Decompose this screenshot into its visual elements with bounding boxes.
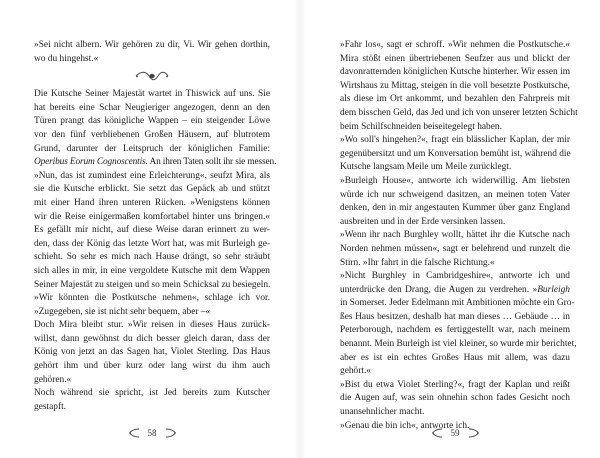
folio-ornament-left-icon xyxy=(127,428,141,438)
text-line: gehört.« xyxy=(340,366,371,377)
text-line: Seiner Majestät zu steigen und so mein Schicksal zu besiegeln. xyxy=(34,279,271,290)
text-line: Doch Mira bleibt stur. »Wir reisen in dieses Haus zurück- xyxy=(34,320,270,331)
text-line: dem bisschen Geld, das Jed und ich von unserer letzten Schicht xyxy=(340,107,578,118)
text-line: gestapft. xyxy=(34,401,67,412)
text-line: Stirn. »Ihr fahrt in die falsche Richtung.« xyxy=(340,257,495,268)
folio-ornament-left-icon xyxy=(430,428,444,438)
page-number: 58 xyxy=(147,428,157,438)
text-line: unterdrücke den Drang, die Augen zu verdrehen. »Burleigh xyxy=(340,284,570,295)
text-line: schieht. So sehr es mich nach Hause drängt, so sehr sträubt xyxy=(34,252,270,263)
text-line: Mira stößt einen übertriebenen Seufzer aus und blickt der xyxy=(340,53,570,64)
folio-ornament-right-icon xyxy=(467,428,481,438)
text-line: König von jetzt an das Sagen hat, Violet Sterling. Das Haus xyxy=(34,347,270,358)
text-line: beim Schilfschneiden beiseitegelegt haben. xyxy=(340,121,502,132)
text-line: in Somerset. Jeder Edelmann mit Ambitionen möchte ein Gro- xyxy=(340,298,575,309)
text-line: Noch während sie spricht, ist Jed bereits zum Kutscher xyxy=(34,388,270,399)
text-line: Kutsche langsam Meile um Meile zurücklegt. xyxy=(340,162,512,173)
text-line: den, dass der König das letzte Wort hat, was mit Burleigh ge- xyxy=(34,238,270,249)
folio-ornament-right-icon xyxy=(164,428,178,438)
text-line: willst, dann gewöhnst du dich besser gleich daran, dass der xyxy=(34,333,270,344)
text-line: »Fahr los«, sagt er schroff. »Wir nehmen die Postkutsche.« xyxy=(340,40,570,50)
text-line: denken, den in mir angestauten Kummer über ganz England xyxy=(340,203,570,214)
section-break-ornament-icon xyxy=(34,68,270,84)
text-line: »Sei nicht albern. Wir gehören zu dir, Vi. Wir gehen dorthin, xyxy=(34,40,270,50)
text-line: ßes Haus besitzen, deshalb hat man dieses … Gebäude … in xyxy=(340,311,570,322)
text-line: Es gefällt mir nicht, auf diese Weise daran erinnert zu wer- xyxy=(34,225,270,236)
text-line: mit einer Hand ihren unteren Rücken. »Wenigstens können xyxy=(34,197,270,208)
text-line: Grund, darunter der Leitspruch der königlichen Familie: xyxy=(34,143,270,154)
text-line: die Augen auf, was sein ohnehin schon fades Gesicht noch xyxy=(340,393,570,404)
text-line: vor den fünf verbliebenen Großen Häusern, auf blutrotem xyxy=(34,129,270,140)
text-line: gehören.« xyxy=(34,374,72,385)
text-line: Wirtshaus zu Mittag, steigen in die voll besetzte Postkutsche, xyxy=(340,80,570,91)
text-line: Peterborough, nachdem es fertiggestellt war, nach meinem xyxy=(340,325,570,336)
text-line: als diese im Ort ankommt, und bezahlen den Fahrpreis mit xyxy=(340,94,570,105)
text-line: würde ich nur schweigend dasitzen, an meinen toten Vater xyxy=(340,189,570,200)
text-line: gehört ihm und über kurz oder lang wirst du ihm auch xyxy=(34,361,270,372)
page-number-footer xyxy=(340,428,570,438)
page-number: 59 xyxy=(450,428,460,438)
right-page xyxy=(300,0,600,458)
text-line: hat bereits eine Schar Neugieriger angezogen, denn an den xyxy=(34,102,270,113)
left-body-text xyxy=(34,88,277,414)
text-line: »Wir könnten die Postkutsche nehmen«, schlage ich vor. xyxy=(34,293,270,304)
text-line: benannt. Mein Burleigh ist viel kleiner, so wurde mir berichtet, xyxy=(340,339,577,350)
text-line: davonratternden königlichen Kutsche hinterher. Wir essen im xyxy=(340,67,570,78)
text-line: »Genau die bin ich«, antworte ich. xyxy=(340,420,470,431)
text-line: ausbreiten und in der Erde versinken lassen. xyxy=(340,216,506,227)
text-line: »Wo soll's hingehen?«, fragt ein blässlicher Kaplan, der mir xyxy=(340,135,570,146)
page-number-footer xyxy=(34,428,270,438)
text-line-italic-motto: Operibus Eorum Cognoscentis. An ihren Taten sollt ihr sie messen. xyxy=(34,157,277,168)
text-line: Norden nehmen müssen«, sagt er belehrend und runzelt die xyxy=(340,243,570,254)
left-top-text xyxy=(34,39,270,66)
text-line: »Zugegeben, sie ist nicht sehr bequem, aber –« xyxy=(34,306,211,317)
text-line: gegenübersitzt und um Konversation bemüht ist, während die xyxy=(340,148,571,159)
text-line: Türen prangt das königliche Wappen – ein steigender Löwe xyxy=(34,116,270,127)
text-line: »Nicht Burghley in Cambridgeshire«, antworte ich und xyxy=(340,271,570,282)
text-line: »Burleigh House«, antworte ich widerwillig. Am liebsten xyxy=(340,175,570,186)
text-line: wir die Reise einigermaßen komfortabel hinter uns bringen.« xyxy=(34,211,270,222)
text-line: aber es ist ein echtes Großes Haus mit allem, was dazu xyxy=(340,352,570,363)
right-body-text xyxy=(340,39,578,433)
text-line: sich alles in mir, in eine vergoldete Kutsche mit dem Wappen xyxy=(34,265,270,276)
text-line: »Bist du etwa Violet Sterling?«, fragt der Kaplan und reißt xyxy=(340,379,570,390)
text-line: »Wenn ihr nach Burghley wollt, hättet ihr die Kutsche nach xyxy=(340,230,570,241)
text-line: unansehnlicher macht. xyxy=(340,407,425,418)
text-line: »Nun, das ist zumindest eine Erleichterung«, seufzt Mira, als xyxy=(34,170,270,181)
text-line: wo du hingehst.« xyxy=(34,53,99,64)
text-line: sie die Kutsche erblickt. Sie setzt das Gepäck ab und stützt xyxy=(34,184,270,195)
text-line: Die Kutsche Seiner Majestät wartet in Thiswick auf uns. Sie xyxy=(34,89,270,100)
